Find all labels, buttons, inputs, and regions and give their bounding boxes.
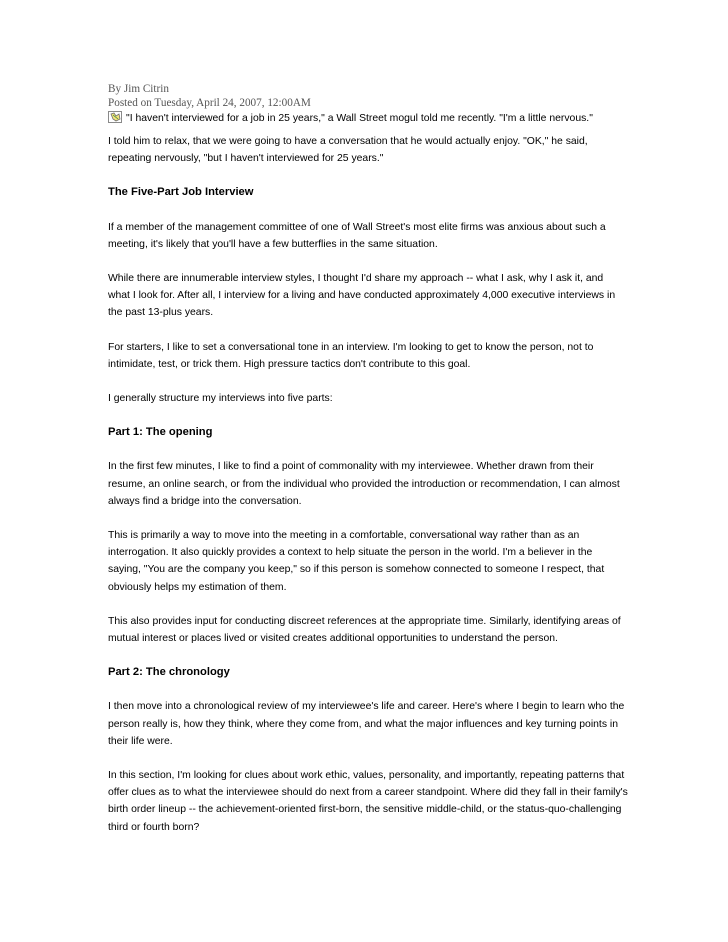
author-line: By Jim Citrin — [108, 83, 169, 95]
article-body — [108, 133, 628, 836]
lead-paragraph — [108, 111, 628, 126]
body-paragraph: For starters, I like to set a conversational tone in an interview. I'm looking to get to know the person, not to intimidate, test, or trick them. High pressure tactics don't contribute to this goal. — [108, 341, 594, 370]
broken-image-icon — [108, 111, 122, 123]
body-paragraph: In this section, I'm looking for clues about work ethic, values, personality, and importantly, repeating patterns that offer clues as to what the interviewee should do next from a career standpoint. Where did they fall in their family's birth order lineup -- the achievement-oriented first-born, the sensitive middle-child, or the status-quo-challenging third or fourth born? — [108, 770, 628, 833]
body-paragraph: I then move into a chronological review of my interviewee's life and career. Here's where I begin to learn who the person really is, how they think, where they come from, and what the major influences and key turning points in their life were. — [108, 701, 625, 747]
byline — [108, 82, 628, 110]
body-paragraph: I generally structure my interviews into five parts: — [108, 393, 333, 405]
section-heading: Part 1: The opening — [108, 426, 213, 439]
section-heading: Part 2: The chronology — [108, 666, 230, 679]
body-paragraph: This is primarily a way to move into the meeting in a comfortable, conversational way rather than as an interrogation. It also quickly provides a context to help situate the person in the world. I'm a believer in the saying, "You are the company you keep," so if this person is somehow connected to someone I respect, that obviously helps my estimation of them. — [108, 530, 605, 593]
lead-text: "I haven't interviewed for a job in 25 years," a Wall Street mogul told me recently. "I'm a little nervous." — [126, 113, 593, 124]
posted-date-line: Posted on Tuesday, April 24, 2007, 12:00AM — [108, 97, 311, 109]
body-paragraph: This also provides input for conducting discreet references at the appropriate time. Similarly, identifying areas of mutual interest or places lived or visited creates additional opportunities to understand the person. — [108, 615, 621, 645]
body-paragraph: In the first few minutes, I like to find a point of commonality with my interviewee. Whether drawn from their resume, an online search, or from the individual who provided the introduction or recommendation, I can almost always find a bridge into the conversation. — [108, 461, 620, 507]
body-paragraph: I told him to relax, that we were going to have a conversation that he would actually enjoy. "OK," he said, repeating nervously, "but I haven't interviewed for 25 years." — [108, 136, 588, 165]
body-paragraph: While there are innumerable interview styles, I thought I'd share my approach -- what I ask, why I ask it, and what I look for. After all, I interview for a living and have conducted approximately 4,000 executive interviews in the past 13-plus years. — [108, 273, 616, 319]
body-paragraph: If a member of the management committee of one of Wall Street's most elite firms was anxious about such a meeting, it's likely that you'll have a few butterflies in the same situation. — [108, 221, 606, 250]
article — [108, 82, 628, 836]
section-heading: The Five-Part Job Interview — [108, 186, 254, 199]
